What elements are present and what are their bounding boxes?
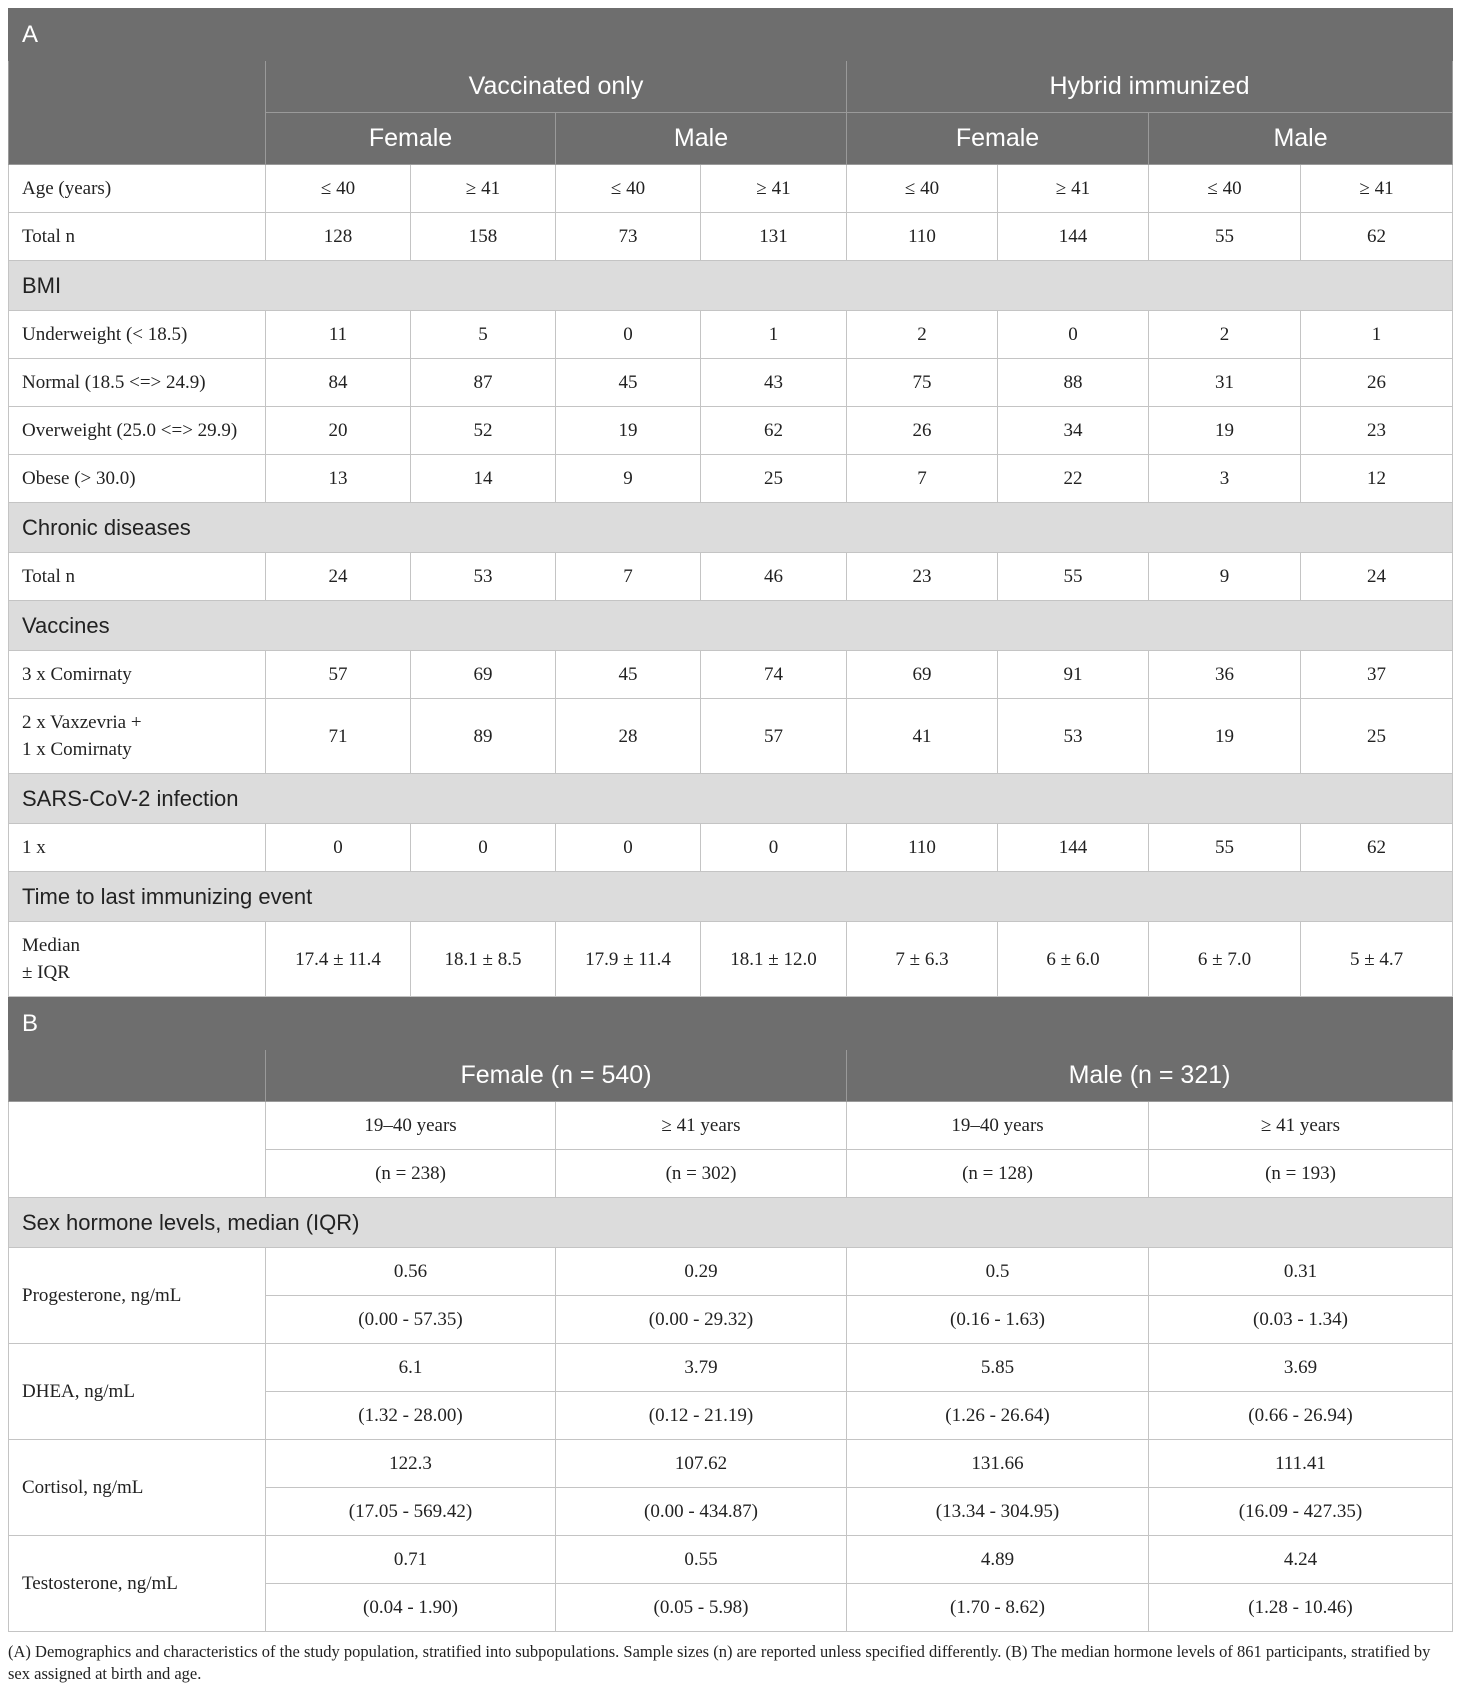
table-cell: 11 xyxy=(266,311,411,359)
row-label xyxy=(9,922,266,997)
table-cell: 144 xyxy=(998,824,1149,872)
table-cell: 25 xyxy=(1301,699,1453,774)
row-label-line: 2 x Vaxzevria + xyxy=(22,712,142,733)
row-label: Age (years) xyxy=(9,165,266,213)
iqr-cell: (17.05 - 569.42) xyxy=(266,1488,556,1536)
table-cell: 12 xyxy=(1301,455,1453,503)
table-cell: 22 xyxy=(998,455,1149,503)
iqr-cell: (0.04 - 1.90) xyxy=(266,1584,556,1632)
table-cell: 110 xyxy=(847,824,998,872)
table-cell: 6 ± 7.0 xyxy=(1149,922,1301,997)
age-group-cell: ≥ 41 years xyxy=(1149,1102,1453,1150)
table-cell: 88 xyxy=(998,359,1149,407)
table-row xyxy=(9,359,1453,407)
table-cell: 128 xyxy=(266,213,411,261)
table-cell: 158 xyxy=(411,213,556,261)
row-label xyxy=(9,359,266,407)
table-cell: 9 xyxy=(1149,553,1301,601)
table-row xyxy=(9,407,1453,455)
table-row xyxy=(9,824,1453,872)
section-title: Vaccines xyxy=(9,601,1453,651)
table-cell: 0 xyxy=(701,824,847,872)
table-cell: ≥ 41 xyxy=(701,165,847,213)
table-cell: 28 xyxy=(556,699,701,774)
table-cell: 57 xyxy=(701,699,847,774)
table-cell: 0 xyxy=(556,311,701,359)
table-cell: 69 xyxy=(411,651,556,699)
iqr-cell: (0.16 - 1.63) xyxy=(847,1296,1149,1344)
iqr-cell: (0.12 - 21.19) xyxy=(556,1392,847,1440)
section-title: Chronic diseases xyxy=(9,503,1453,553)
table-cell: 25 xyxy=(701,455,847,503)
table-cell: 45 xyxy=(556,651,701,699)
table-cell: ≤ 40 xyxy=(847,165,998,213)
age-group-cell: 19–40 years xyxy=(266,1102,556,1150)
iqr-cell: (1.70 - 8.62) xyxy=(847,1584,1149,1632)
table-cell: 55 xyxy=(1149,824,1301,872)
table-cell: 53 xyxy=(998,699,1149,774)
median-cell: 0.56 xyxy=(266,1248,556,1296)
row-label xyxy=(9,553,266,601)
median-cell: 3.79 xyxy=(556,1344,847,1392)
table-cell: 7 ± 6.3 xyxy=(847,922,998,997)
sex-group-header-row xyxy=(9,1050,1453,1102)
row-label-line: Total n xyxy=(22,565,76,587)
group-size-cell: (n = 193) xyxy=(1149,1150,1453,1198)
table-cell: 2 xyxy=(847,311,998,359)
table-cell: 24 xyxy=(1301,553,1453,601)
group-hybrid-header: Hybrid immunized xyxy=(847,61,1453,113)
corner-cell xyxy=(9,61,266,165)
hormone-median-row xyxy=(9,1248,1453,1296)
group-male-header: Male (n = 321) xyxy=(847,1050,1453,1102)
table-cell: 9 xyxy=(556,455,701,503)
table-cell: 19 xyxy=(1149,407,1301,455)
table-cell: 26 xyxy=(1301,359,1453,407)
median-cell: 0.5 xyxy=(847,1248,1149,1296)
median-cell: 4.89 xyxy=(847,1536,1149,1584)
age-row xyxy=(9,165,1453,213)
median-cell: 0.71 xyxy=(266,1536,556,1584)
group-size-cell: (n = 302) xyxy=(556,1150,847,1198)
table-cell: 87 xyxy=(411,359,556,407)
table-row xyxy=(9,922,1453,997)
row-label-line: Median xyxy=(22,935,81,956)
table-cell: ≥ 41 xyxy=(411,165,556,213)
corner-cell xyxy=(9,1102,266,1198)
sex-header: Female xyxy=(847,113,1149,165)
age-group-cell: ≥ 41 years xyxy=(556,1102,847,1150)
table-cell: 46 xyxy=(701,553,847,601)
median-cell: 4.24 xyxy=(1149,1536,1453,1584)
iqr-cell: (0.03 - 1.34) xyxy=(1149,1296,1453,1344)
group-size-cell: (n = 238) xyxy=(266,1150,556,1198)
table-cell: 17.9 ± 11.4 xyxy=(556,922,701,997)
median-cell: 131.66 xyxy=(847,1440,1149,1488)
section-title: Sex hormone levels, median (IQR) xyxy=(9,1198,1453,1248)
table-cell: 55 xyxy=(1149,213,1301,261)
table-panel-a xyxy=(8,8,1453,997)
table-row xyxy=(9,311,1453,359)
table-cell: 110 xyxy=(847,213,998,261)
table-cell: 69 xyxy=(847,651,998,699)
section-row xyxy=(9,774,1453,824)
row-label-line: 1 x Comirnaty xyxy=(22,739,132,760)
age-group-cell: 19–40 years xyxy=(847,1102,1149,1150)
panel-b-header xyxy=(9,998,1453,1050)
row-label xyxy=(9,651,266,699)
iqr-cell: (16.09 - 427.35) xyxy=(1149,1488,1453,1536)
table-cell: 17.4 ± 11.4 xyxy=(266,922,411,997)
table-cell: 13 xyxy=(266,455,411,503)
table-cell: 53 xyxy=(411,553,556,601)
table-footnote: (A) Demographics and characteristics of the study population, stratified into subpopulations. Sample sizes (n) are reported unless specified differently. (B) The median hormone levels of 861 participants, stratified by sex assigned at birth and age. xyxy=(8,1642,1431,1683)
table-cell: ≤ 40 xyxy=(266,165,411,213)
iqr-cell: (0.00 - 29.32) xyxy=(556,1296,847,1344)
section-title: SARS-CoV-2 infection xyxy=(9,774,1453,824)
table-cell: 144 xyxy=(998,213,1149,261)
table-cell: ≤ 40 xyxy=(556,165,701,213)
row-label-line: Overweight (25.0 <=> 29.9) xyxy=(22,419,238,441)
group-female-header: Female (n = 540) xyxy=(266,1050,847,1102)
row-label xyxy=(9,455,266,503)
table-figure xyxy=(8,8,1452,1632)
row-label xyxy=(9,311,266,359)
table-cell: 0 xyxy=(266,824,411,872)
median-cell: 111.41 xyxy=(1149,1440,1453,1488)
table-cell: 0 xyxy=(411,824,556,872)
table-cell: 7 xyxy=(847,455,998,503)
age-group-row xyxy=(9,1102,1453,1150)
median-cell: 107.62 xyxy=(556,1440,847,1488)
table-cell: 31 xyxy=(1149,359,1301,407)
hormone-median-row xyxy=(9,1440,1453,1488)
median-cell: 0.55 xyxy=(556,1536,847,1584)
iqr-cell: (0.00 - 434.87) xyxy=(556,1488,847,1536)
panel-a-header xyxy=(9,9,1453,61)
panel-b-label: B xyxy=(9,998,1453,1050)
table-cell: 0 xyxy=(556,824,701,872)
row-label-line: Normal (18.5 <=> 24.9) xyxy=(22,371,206,393)
table-cell: 23 xyxy=(847,553,998,601)
table-cell: 1 xyxy=(701,311,847,359)
table-cell: 91 xyxy=(998,651,1149,699)
table-cell: 62 xyxy=(1301,824,1453,872)
row-label: Total n xyxy=(9,213,266,261)
table-cell: 7 xyxy=(556,553,701,601)
table-cell: 18.1 ± 8.5 xyxy=(411,922,556,997)
panel-a-label: A xyxy=(9,9,1453,61)
table-cell: 36 xyxy=(1149,651,1301,699)
table-cell: 23 xyxy=(1301,407,1453,455)
iqr-cell: (1.26 - 26.64) xyxy=(847,1392,1149,1440)
table-cell: 19 xyxy=(556,407,701,455)
table-cell: 84 xyxy=(266,359,411,407)
group-size-cell: (n = 128) xyxy=(847,1150,1149,1198)
table-cell: 24 xyxy=(266,553,411,601)
median-cell: 122.3 xyxy=(266,1440,556,1488)
iqr-cell: (0.00 - 57.35) xyxy=(266,1296,556,1344)
table-cell: 19 xyxy=(1149,699,1301,774)
section-row xyxy=(9,261,1453,311)
table-cell: 3 xyxy=(1149,455,1301,503)
table-cell: 14 xyxy=(411,455,556,503)
median-cell: 0.31 xyxy=(1149,1248,1453,1296)
table-cell: 20 xyxy=(266,407,411,455)
section-row xyxy=(9,872,1453,922)
median-cell: 6.1 xyxy=(266,1344,556,1392)
sex-header: Male xyxy=(556,113,847,165)
section-row xyxy=(9,601,1453,651)
row-label xyxy=(9,824,266,872)
hormone-label: Progesterone, ng/mL xyxy=(9,1248,266,1344)
table-cell: 45 xyxy=(556,359,701,407)
table-cell: 62 xyxy=(701,407,847,455)
group-vaccinated-header: Vaccinated only xyxy=(266,61,847,113)
row-label xyxy=(9,407,266,455)
table-cell: 74 xyxy=(701,651,847,699)
median-cell: 3.69 xyxy=(1149,1344,1453,1392)
table-cell: 75 xyxy=(847,359,998,407)
table-row xyxy=(9,699,1453,774)
row-label-line: Underweight (< 18.5) xyxy=(22,323,188,345)
iqr-cell: (13.34 - 304.95) xyxy=(847,1488,1149,1536)
table-row xyxy=(9,553,1453,601)
table-cell: ≤ 40 xyxy=(1149,165,1301,213)
iqr-cell: (0.05 - 5.98) xyxy=(556,1584,847,1632)
table-cell: 55 xyxy=(998,553,1149,601)
table-cell: 5 ± 4.7 xyxy=(1301,922,1453,997)
table-cell: 71 xyxy=(266,699,411,774)
table-cell: 34 xyxy=(998,407,1149,455)
table-cell: 52 xyxy=(411,407,556,455)
table-cell: 89 xyxy=(411,699,556,774)
table-cell: 73 xyxy=(556,213,701,261)
table-cell: 18.1 ± 12.0 xyxy=(701,922,847,997)
hormone-median-row xyxy=(9,1344,1453,1392)
section-title: Time to last immunizing event xyxy=(9,872,1453,922)
table-cell: 5 xyxy=(411,311,556,359)
iqr-cell: (1.32 - 28.00) xyxy=(266,1392,556,1440)
table-cell: 131 xyxy=(701,213,847,261)
row-label xyxy=(9,699,266,774)
total-row xyxy=(9,213,1453,261)
section-title: BMI xyxy=(9,261,1453,311)
table-row xyxy=(9,651,1453,699)
table-cell: 2 xyxy=(1149,311,1301,359)
median-cell: 0.29 xyxy=(556,1248,847,1296)
sex-header: Female xyxy=(266,113,556,165)
table-cell: 43 xyxy=(701,359,847,407)
hormone-label: Testosterone, ng/mL xyxy=(9,1536,266,1632)
table-cell: 0 xyxy=(998,311,1149,359)
table-cell: ≥ 41 xyxy=(1301,165,1453,213)
table-cell: 37 xyxy=(1301,651,1453,699)
section-row xyxy=(9,503,1453,553)
table-cell: 6 ± 6.0 xyxy=(998,922,1149,997)
hormone-label: Cortisol, ng/mL xyxy=(9,1440,266,1536)
section-row xyxy=(9,1198,1453,1248)
table-panel-b xyxy=(8,997,1453,1632)
table-cell: 41 xyxy=(847,699,998,774)
median-cell: 5.85 xyxy=(847,1344,1149,1392)
row-label-line: 3 x Comirnaty xyxy=(22,663,132,685)
table-cell: ≥ 41 xyxy=(998,165,1149,213)
table-cell: 26 xyxy=(847,407,998,455)
sex-header: Male xyxy=(1149,113,1453,165)
row-label-line: 1 x xyxy=(22,836,46,858)
table-row xyxy=(9,455,1453,503)
table-cell: 1 xyxy=(1301,311,1453,359)
iqr-cell: (1.28 - 10.46) xyxy=(1149,1584,1453,1632)
group-header-row xyxy=(9,61,1453,113)
hormone-label: DHEA, ng/mL xyxy=(9,1344,266,1440)
table-cell: 62 xyxy=(1301,213,1453,261)
row-label-line: Obese (> 30.0) xyxy=(22,467,136,489)
corner-cell xyxy=(9,1050,266,1102)
table-cell: 57 xyxy=(266,651,411,699)
iqr-cell: (0.66 - 26.94) xyxy=(1149,1392,1453,1440)
row-label-line: ± IQR xyxy=(22,962,70,983)
hormone-median-row xyxy=(9,1536,1453,1584)
